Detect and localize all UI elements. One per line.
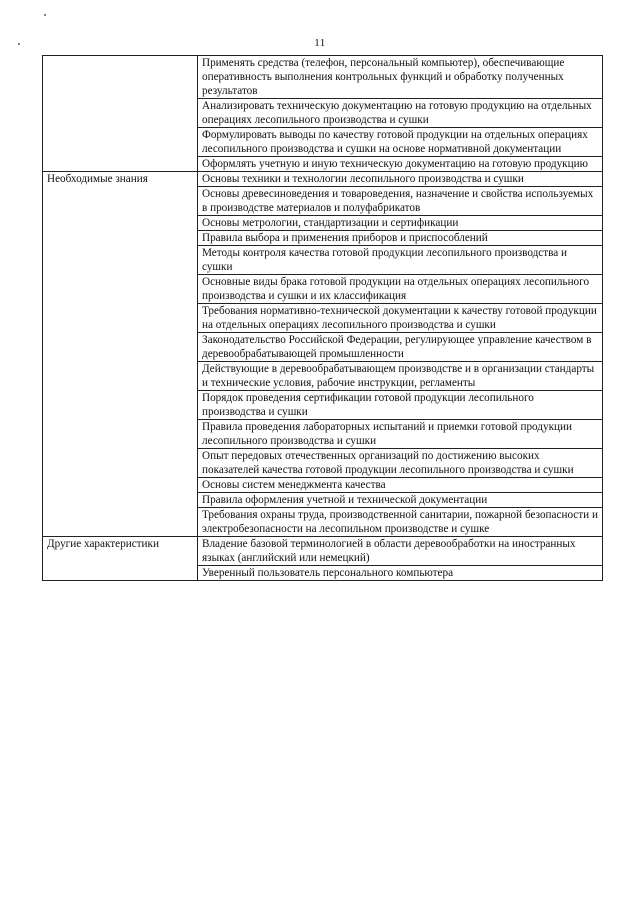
table-row xyxy=(43,56,603,99)
table-row xyxy=(43,537,603,566)
competency-table xyxy=(42,55,603,581)
row-text-cell: Действующие в деревообрабатывающем производстве и в организации стандарты и технические условия, рабочие инструкции, регламенты xyxy=(198,362,603,391)
scan-speck xyxy=(44,14,46,16)
row-text-cell: Анализировать техническую документацию на готовую продукцию на отдельных операциях лесопильного производства и сушки xyxy=(198,99,603,128)
row-text-cell: Основные виды брака готовой продукции на отдельных операциях лесопильного производства и сушки и их классификация xyxy=(198,275,603,304)
row-group-label: Необходимые знания xyxy=(43,172,198,537)
row-text-cell: Формулировать выводы по качеству готовой продукции на отдельных операциях лесопильного производства и сушки на основе нормативной документации xyxy=(198,128,603,157)
row-text-cell: Оформлять учетную и иную техническую документацию на готовую продукцию xyxy=(198,157,603,172)
row-text-cell: Основы техники и технологии лесопильного производства и сушки xyxy=(198,172,603,187)
row-text-cell: Правила оформления учетной и технической документации xyxy=(198,493,603,508)
competency-table-body xyxy=(43,56,603,581)
row-group-label xyxy=(43,56,198,172)
row-group-label: Другие характеристики xyxy=(43,537,198,581)
row-text-cell: Владение базовой терминологией в области деревообработки на иностранных языках (английский или немецкий) xyxy=(198,537,603,566)
row-text-cell: Применять средства (телефон, персональный компьютер), обеспечивающие оперативность выполнения контрольных функций и обработку полученных результатов xyxy=(198,56,603,99)
row-text-cell: Требования нормативно-технической документации к качеству готовой продукции на отдельных операциях лесопильного производства и сушки xyxy=(198,304,603,333)
row-text-cell: Опыт передовых отечественных организаций по достижению высоких показателей качества готовой продукции лесопильного производства и сушки xyxy=(198,449,603,478)
row-text-cell: Уверенный пользователь персонального компьютера xyxy=(198,566,603,581)
row-text-cell: Основы систем менеджмента качества xyxy=(198,478,603,493)
row-text-cell: Основы древесиноведения и товароведения, назначение и свойства используемых в производстве материалов и полуфабрикатов xyxy=(198,187,603,216)
row-text-cell: Законодательство Российской Федерации, регулирующее управление качеством в деревообрабатывающей промышленности xyxy=(198,333,603,362)
row-text-cell: Порядок проведения сертификации готовой продукции лесопильного производства и сушки xyxy=(198,391,603,420)
table-row xyxy=(43,172,603,187)
row-text-cell: Методы контроля качества готовой продукции лесопильного производства и сушки xyxy=(198,246,603,275)
page-number: 11 xyxy=(314,37,326,49)
row-text-cell: Основы метрологии, стандартизации и сертификации xyxy=(198,216,603,231)
row-text-cell: Правила выбора и применения приборов и приспособлений xyxy=(198,231,603,246)
row-text-cell: Правила проведения лабораторных испытаний и приемки готовой продукции лесопильного производства и сушки xyxy=(198,420,603,449)
row-text-cell: Требования охраны труда, производственной санитарии, пожарной безопасности и электробезопасности на лесопильном производстве и сушке xyxy=(198,508,603,537)
